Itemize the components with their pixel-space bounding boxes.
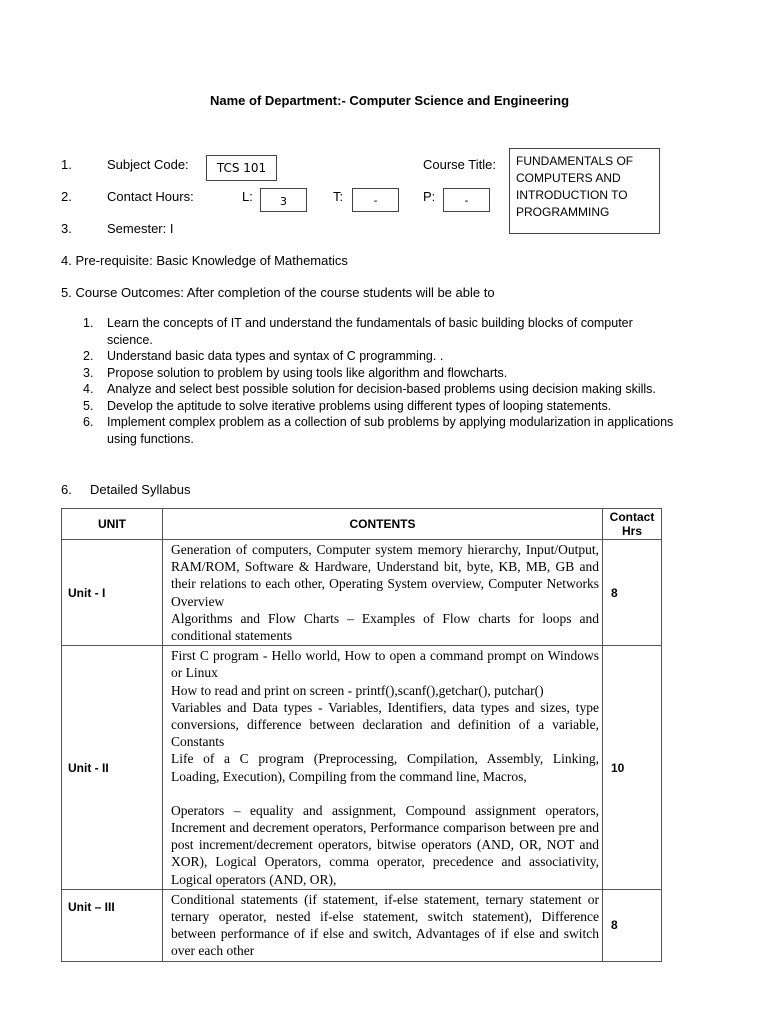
column-header-hrs-line: Contact	[609, 510, 655, 524]
unit-cell: Unit – III	[62, 889, 163, 961]
outcome-item	[83, 348, 747, 365]
outcome-item	[83, 315, 747, 348]
outcome-text: science.	[107, 332, 153, 347]
subject-code-label: Subject Code:	[107, 157, 189, 172]
unit-cell: Unit - II	[62, 646, 163, 890]
course-title-box	[509, 148, 660, 234]
lecture-box	[260, 188, 307, 212]
content-paragraph: Algorithms and Flow Charts – Examples of Flow charts for loops and conditional statements	[171, 610, 599, 644]
lecture-label: L:	[242, 189, 253, 204]
hrs-cell: 8	[603, 889, 662, 961]
unit-cell: Unit - I	[62, 540, 163, 646]
content-paragraph: Variables and Data types - Variables, Identifiers, data types and sizes, type conversions, difference between declaration and definition of a variable, Constants	[171, 699, 599, 750]
outcome-text: Implement complex problem as a collection of sub problems by applying modularization in applications	[107, 415, 674, 429]
column-header-unit: UNIT	[62, 509, 163, 540]
tutorial-box	[352, 188, 399, 212]
semester-label: Semester: I	[107, 221, 174, 236]
column-header-hrs	[603, 509, 662, 540]
table-row	[62, 889, 662, 961]
outcome-number: 4.	[83, 382, 94, 396]
outcome-number: 3.	[83, 365, 94, 380]
content-paragraph: Operators – equality and assignment, Compound assignment operators, Increment and decrement operators, Performance comparison between pre and post increment/decrement operators, bitwise operators (AND, OR, NOT and XOR), Logical Operators, comma operator, precedence and associativity, Logical operators (AND, OR),	[171, 802, 599, 887]
outcome-text: Analyze and select best possible solution for decision-based problems using decision making skills.	[107, 382, 656, 396]
contact-hours-label: Contact Hours:	[107, 189, 194, 204]
paragraph-gap	[171, 785, 599, 802]
row3-number: 3.	[61, 221, 72, 236]
column-header-hrs-line: Hrs	[621, 524, 642, 538]
contents-cell	[163, 889, 603, 961]
outcome-text: Learn the concepts of IT and understand the fundamentals of basic building blocks of computer	[107, 316, 633, 330]
course-title-line: INTRODUCTION TO	[516, 188, 628, 202]
subject-code-box	[206, 155, 277, 181]
outcome-text: Propose solution to problem by using tools like algorithm and flowcharts.	[107, 365, 508, 380]
outcome-number: 1.	[83, 316, 94, 330]
row2-number: 2.	[61, 189, 72, 204]
department-title: Name of Department:- Computer Science and Engineering	[210, 93, 570, 108]
tutorial-label: T:	[333, 189, 344, 204]
content-paragraph: Generation of computers, Computer system memory hierarchy, Input/Output, RAM/ROM, Software & Hardware, Understand bit, byte, KB, MB, GB and their relations to each other, Operating System overview, Computer Networks Overview	[171, 542, 599, 609]
outcome-item	[83, 381, 747, 398]
row1-number: 1.	[61, 157, 72, 172]
outcome-number: 2.	[83, 349, 94, 363]
hrs-cell: 8	[603, 540, 662, 646]
hrs-cell: 10	[603, 646, 662, 890]
course-title-label: Course Title:	[423, 157, 496, 172]
prerequisite: 4. Pre-requisite: Basic Knowledge of Mathematics	[61, 253, 348, 268]
outcomes-heading: 5. Course Outcomes: After completion of the course students will be able to	[61, 285, 495, 300]
outcome-number: 6.	[83, 415, 94, 429]
table-row	[62, 540, 662, 646]
practical-box	[443, 188, 490, 212]
lecture-value: 3	[280, 195, 287, 208]
outcome-text: Understand basic data types and syntax of C programming. .	[107, 349, 444, 363]
syllabus-heading-number: 6.	[61, 482, 72, 497]
contents-cell	[163, 540, 603, 646]
table-header-row	[62, 509, 662, 540]
outcome-item	[83, 414, 747, 447]
syllabus-table	[61, 508, 662, 962]
course-title-line: PROGRAMMING	[516, 205, 610, 219]
content-paragraph: First C program - Hello world, How to open a command prompt on Windows or Linux	[171, 648, 599, 681]
outcome-number: 5.	[83, 398, 94, 413]
outcome-item	[83, 365, 747, 382]
content-paragraph: How to read and print on screen - printf(),scanf(),getchar(), putchar()	[171, 682, 544, 698]
table-row	[62, 646, 662, 890]
outcome-text: using functions.	[107, 431, 194, 446]
course-title-line: FUNDAMENTALS OF	[516, 154, 634, 168]
outcomes-list	[83, 315, 747, 447]
subject-code-value: TCS 101	[216, 161, 267, 175]
content-paragraph: Life of a C program (Preprocessing, Compilation, Assembly, Linking, Loading, Execution), Compiling from the command line, Macros,	[171, 751, 599, 784]
practical-label: P:	[423, 189, 436, 204]
content-paragraph: Conditional statements (if statement, if-else statement, ternary statement or ternary operator, nested if-else statement, switch statement), Difference between performance of if else and switch, Advantages of if else and switch over each other	[171, 891, 599, 959]
tutorial-value: -	[373, 194, 378, 207]
outcome-item	[83, 398, 747, 415]
practical-value: -	[464, 194, 469, 207]
column-header-contents: CONTENTS	[163, 509, 603, 540]
syllabus-heading: Detailed Syllabus	[90, 482, 191, 497]
contents-cell	[163, 646, 603, 890]
course-title-line: COMPUTERS AND	[516, 171, 621, 185]
outcome-text: Develop the aptitude to solve iterative problems using different types of looping statements.	[107, 398, 612, 413]
